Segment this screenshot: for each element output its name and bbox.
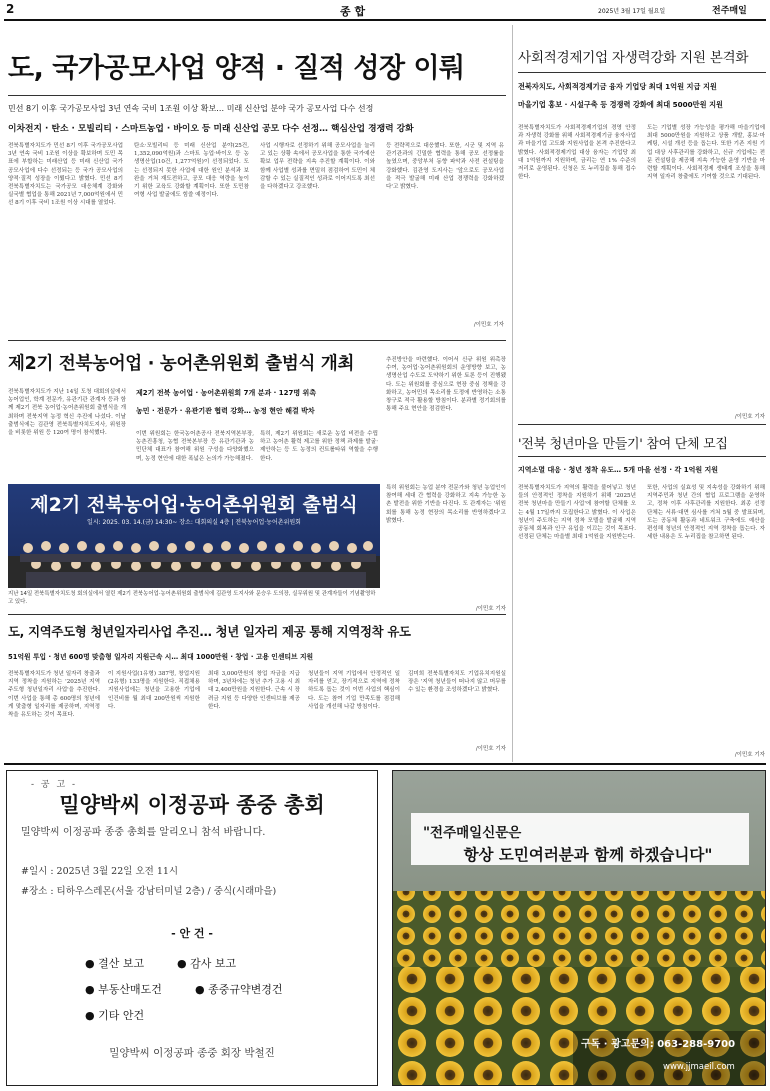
article5-col1: 전북특별자치도가 청년 일자리 창출과 지역 정착을 지원하는 '2025년 지역주도형 청년일자리 사업'을 추진한다. 이번 사업을 통해 총 600명의 청년에게 맞춤형 일자리를 제공하며, 지역정착을 유도하는 것이 목표다. — [8, 671, 100, 719]
article2-headline: 사회적경제기업 자생력강화 지원 본격화 — [518, 50, 749, 66]
notice-agenda-title: - 안 건 - — [171, 927, 213, 940]
notice-label: - 공 고 - — [31, 780, 78, 790]
issue-date: 2025년 3월 17일 월요일 — [598, 8, 666, 15]
agenda-item: ● 기타 안건 — [85, 1009, 145, 1022]
article1-sub1: 민선 8기 이후 국가공모사업 3년 연속 국비 1조원 이상 확보… 미래 신산업 분야 국가 공모사업 다수 선정 — [8, 104, 374, 113]
article2-byline: /이민호 기자 — [734, 414, 765, 420]
article3-photo — [8, 484, 380, 588]
article1-col4: 등 전략적으로 대응했다. 또한, 시군 및 지역 유관기관과의 긴밀한 협력을 통해 공모 선정률을 높였으며, 중앙부처 동향 파악과 사전 컨설팅을 강화했다. 김관영 도지사는 '앞으로도 공모사업을 적극 발굴해 미래 산업 경쟁력을 강화하겠다'고 밝혔다. — [386, 143, 504, 191]
paper-ad — [392, 770, 766, 1086]
ad-slogan-line2: 항상 도민여러분과 함께 하겠습니다" — [463, 845, 713, 864]
article4-sub1: 지역소멸 대응 · 청년 정착 유도… 5개 마을 선정 · 각 1억원 지원 — [518, 466, 719, 474]
article4-col1: 전북특별자치도가 지역의 활력을 불어넣고 청년들의 안정적인 정착을 지원하기 위해 '2025년 전북 청년마을 만들기 사업'에 참여할 단체를 오는 4월 17일까지 모집한다고 밝혔다. 이 사업은 청년이 주도하는 지역 정착 모델을 발굴해 지역 공동체 회복과 인구 유입을 이끄는 것이 목표다. 선정된 단체는 마을별 최대 1억원을 지원받는다. — [518, 485, 636, 541]
article2-col1: 전북특별자치도가 사회적경제기업의 경영 안정과 자생력 강화를 위해 사회적경제기금 융자사업과 마을기업 고도화 지원사업을 본격 추진한다고 밝혔다. 사회적경제기업 대상 융자는 기업당 최대 1억원까지 지원하며, 금리는 연 1% 수준의 저리로 운영된다. 신청은 도 누리집을 통해 접수한다. — [518, 125, 636, 181]
article2-sub2: 마을기업 홍보 · 시설구축 등 경쟁력 강화에 최대 5000만원 지원 — [518, 100, 723, 109]
agenda-item: ● 감사 보고 — [177, 957, 237, 970]
agenda-item: ● 결산 보고 — [85, 957, 145, 970]
article3-sub2: 농민 · 전문가 · 유관기관 협력 강화… 농정 현안 해결 박차 — [136, 407, 315, 415]
agenda-item: ● 부동산매도건 — [85, 983, 162, 996]
notice-box — [6, 770, 378, 1086]
agenda-item-label: 결산 보고 — [98, 957, 145, 970]
agenda-item-label: 종중규약변경건 — [208, 983, 283, 996]
article3-col4: 추진방안을 마련했다. 이어서 신규 위원 위촉장 수여, 농어업·농어촌위원회의 운영방향 보고, 농생명산업 수도로 도약하기 위한 토론 등이 진행됐다. 도는 위원회를 중심으로 현장 중심 정책을 강화하고, 농어민의 목소리를 도정에 반영하는 소통 창구로 적극 활용할 방침이다. 분과별 정기회의를 통해 주요 현안을 점검한다. — [386, 357, 506, 413]
notice-place: #장소 : 티하우스레몬(서울 강남터미널 2층) / 중식(시래마을) — [21, 886, 277, 897]
notice-intro: 밀양박씨 이정공파 종중 총회를 알리오니 참석 바랍니다. — [21, 827, 266, 838]
article1-col1: 전북특별자치도가 민선 8기 이후 국가공모사업 3년 연속 국비 1조원 이상을 확보하며 도민 목표에 부합하는 미래산업 등 미래 신산업 국가 공모사업에 다수 선정되는 등 국가 공모사업의 양적·질적 성장을 이뤘다고 밝혔다. 민선 8기 전북특별자치도는 국가공모 대응체계 강화와 실국별 협업을 통해 2021년 7,000억원에서 민선 8기 이후 국비 1조원 이상 시대를 열었다. — [8, 143, 123, 207]
agenda-item-label: 부동산매도건 — [98, 983, 162, 996]
ads-top-rule — [4, 763, 766, 765]
notice-date: #일시 : 2025년 3월 22일 오전 11시 — [21, 866, 179, 877]
right-column-rule-2 — [512, 430, 513, 762]
ad-url: www.jjmaeil.com — [663, 1062, 735, 1072]
article4-col2: 또한, 사업의 실효성 및 지속성을 강화하기 위해 지역주민과 청년 간의 협업 프로그램을 운영하고, 정착 이후 사후관리를 지원한다. 최종 선정 단체는 서류·대면 심사를 거쳐 5월 중 발표되며, 도는 공동체 활동과 네트워크 구축에도 예산을 편성해 청년의 안정적인 지역 정착을 돕는다. 자세한 내용은 도 누리집을 참고하면 된다. — [647, 485, 765, 541]
article4-byline: /이민호 기자 — [734, 752, 765, 758]
page-number: 2 — [6, 2, 15, 16]
article2-col2: 도는 기업별 성장 가능성을 평가해 마을기업에 최대 5000만원을 지원하고 상품 개발, 홍보·마케팅, 시설 개선 등을 돕는다. 또한 기존 지원 기업 대상 사후관리를 강화하고, 신규 기업에는 전문 컨설팅을 제공해 지속 가능한 운영 기반을 마련할 계획이다. 사회적경제 생태계 조성을 통해 지역 일자리 창출에도 기여할 것으로 기대된다. — [647, 125, 765, 181]
article1-sub2: 이차전지 · 탄소 · 모빌리티 · 스마트농업 · 바이오 등 미래 신산업 공모 다수 선정… 핵심산업 경쟁력 강화 — [8, 124, 414, 134]
article2-bottom-rule — [518, 424, 766, 425]
article3-col1: 전북특별자치도가 지난 14일 도청 대회의실에서 농어업인, 학계 전문가, 유관기관 관계자 등과 함께 제2기 전북 농어업·농어촌위원회 출범식을 개최하며 전북지역 농정 혁신 추진에 나섰다. 이날 출범식에는 김관영 전북특별자치도지사, 위원장을 비롯한 위원 등 120여 명이 참석했다. — [8, 389, 126, 437]
masthead-rule — [4, 19, 766, 21]
article1-bottom-rule — [8, 340, 506, 341]
article4-head-rule — [518, 456, 766, 457]
agenda-item-label: 감사 보고 — [190, 957, 237, 970]
article1-col2: 탄소·모빌리티 등 미래 신산업 분야(25건, 1,352,090억원)과 스마트 농업·바이오 등 농생명산업(10건, 1,277억원)이 선정되었다. 도는 선정되지 못한 사업에 대한 원인 분석과 보완을 거쳐 재도전하고, 공모 대응 역량을 높이기 위한 교육도 강화할 계획이다. 또한 도민참여형 사업 발굴에도 힘쓸 예정이다. — [134, 143, 249, 199]
paper-name: 전주매일 — [712, 6, 747, 16]
article5-col4: 청년들이 지역 기업에서 안정적인 일자리를 얻고, 장기적으로 지역에 정착하도록 돕는 것이 이번 사업의 핵심이다. 도는 참여 기업 만족도를 점검해 사업을 개선해 나갈 방침이다. — [308, 671, 400, 710]
article5-col5: 김미희 전북특별자치도 기업유치지원실장은 '지역 청년들이 떠나지 않고 머무를 수 있는 환경을 조성하겠다'고 밝혔다. — [408, 671, 506, 694]
ad-contact: 구독 · 광고문의: 063-288-9700 — [581, 1039, 736, 1050]
article5-byline: /이민호 기자 — [475, 746, 506, 752]
article1-head-rule — [8, 95, 506, 96]
article3-photo-caption: 지난 14일 전북특별자치도청 회의실에서 열린 제2기 전북농어업·농어촌위원회 출범식에 김관영 도지사와 문승우 도의장, 실무위원 및 관계자들이 기념촬영하고 있다. — [8, 591, 376, 605]
article1-headline: 도, 국가공모사업 양적 · 질적 성장 이뤄 — [8, 53, 465, 84]
agenda-item-label: 기타 안건 — [98, 1009, 145, 1022]
notice-footer: 밀양박씨 이정공파 종중 회장 박철진 — [109, 1047, 275, 1059]
article3-headline: 제2기 전북농어업 · 농어촌위원회 출범식 개최 — [8, 354, 355, 374]
article4-headline: '전북 청년마을 만들기' 참여 단체 모집 — [518, 437, 728, 452]
article5-sub1: 51억원 투입 · 청년 600명 맞춤형 일자리 지원근속 시… 최대 1000만원 · 창업 · 고용 인센티브 지원 — [8, 653, 314, 661]
article3-col2: 이번 위원회는 한국농어촌공사 전북지역본부장, 농촌진흥청, 농협 전북본부장 등 유관기관과 농민단체 대표가 참여해 위원 구성을 다양화했으며, 농정 현안에 대한 폭넓은 논의가 가능해졌다. — [136, 431, 254, 462]
agenda-item: ● 종중규약변경건 — [195, 983, 283, 996]
photo-banner-subtext: 일시: 2025. 03. 14.(금) 14:30~ 장소: 대회의실 4층 | 전북농어업·농어촌위원회 — [87, 519, 301, 526]
right-column-rule — [512, 25, 513, 430]
article3-sub1: 제2기 전북 농어업 · 농어촌위원회 7개 분과 · 127명 위촉 — [136, 389, 317, 397]
photo-banner-text: 제2기 전북농어업·농어촌위원회 출범식 — [30, 494, 358, 516]
notice-title: 밀양박씨 이정공파 종중 총회 — [59, 792, 325, 817]
article2-head-rule — [518, 72, 766, 73]
ad-slogan-line1: "전주매일신문은 — [423, 825, 522, 841]
article1-byline: /이민호 기자 — [473, 322, 504, 328]
article3-bottom-rule — [8, 614, 506, 615]
article5-col3: 최대 3,000만원의 창업 자금을 지급하며, 3년차에는 청년 추가 고용 시 최대 2,400만원을 지원한다. 근속 시 장려금 지원 등 다양한 인센티브를 제공한다. — [208, 671, 300, 710]
article3-byline: /이민호 기자 — [475, 606, 506, 612]
article2-sub1: 전북자치도, 사회적경제기금 융자 기업당 최대 1억원 지급 지원 — [518, 82, 717, 91]
article3-col5: 특히 위원회는 농업 분야 전문가와 청년 농업인이 참여해 세대 간 협력을 강화하고 지속 가능한 농촌 발전을 위한 기반을 다진다. 도 관계자는 '위원회를 통해 농정 현장의 목소리를 반영하겠다'고 밝혔다. — [386, 485, 506, 524]
article5-col2: 이 지원사업(1유형) 387명, 창업지원(2유형) 133명을 지원한다. 직접채용 지원사업에는 청년을 고용한 기업에 인건비를 월 최대 200만원씩 지원한다. — [108, 671, 200, 710]
section-title: 종 합 — [340, 5, 366, 18]
masthead — [4, 2, 766, 19]
article1-col3: 사업 시행자로 선정하기 위해 공모사업을 늘리고 있는 상황 속에서 공모사업을 통한 국가예산 확보 업무 전략을 지속 추진할 계획이다. 이와 함께 사업별 성과를 면밀히 점검하여 도민이 체감할 수 있는 실질적인 성과로 이어지도록 최선을 다하겠다고 강조했다. — [260, 143, 375, 191]
article3-col3: 특히, 제2기 위원회는 새로운 농업 비전을 수립하고 농어촌 활력 제고를 위한 정책 과제를 발굴·제안하는 등 도 농정의 컨트롤타워 역할을 수행한다. — [260, 431, 378, 462]
article5-headline: 도, 지역주도형 청년일자리사업 추진… 청년 일자리 제공 통해 지역정착 유도 — [8, 624, 411, 639]
